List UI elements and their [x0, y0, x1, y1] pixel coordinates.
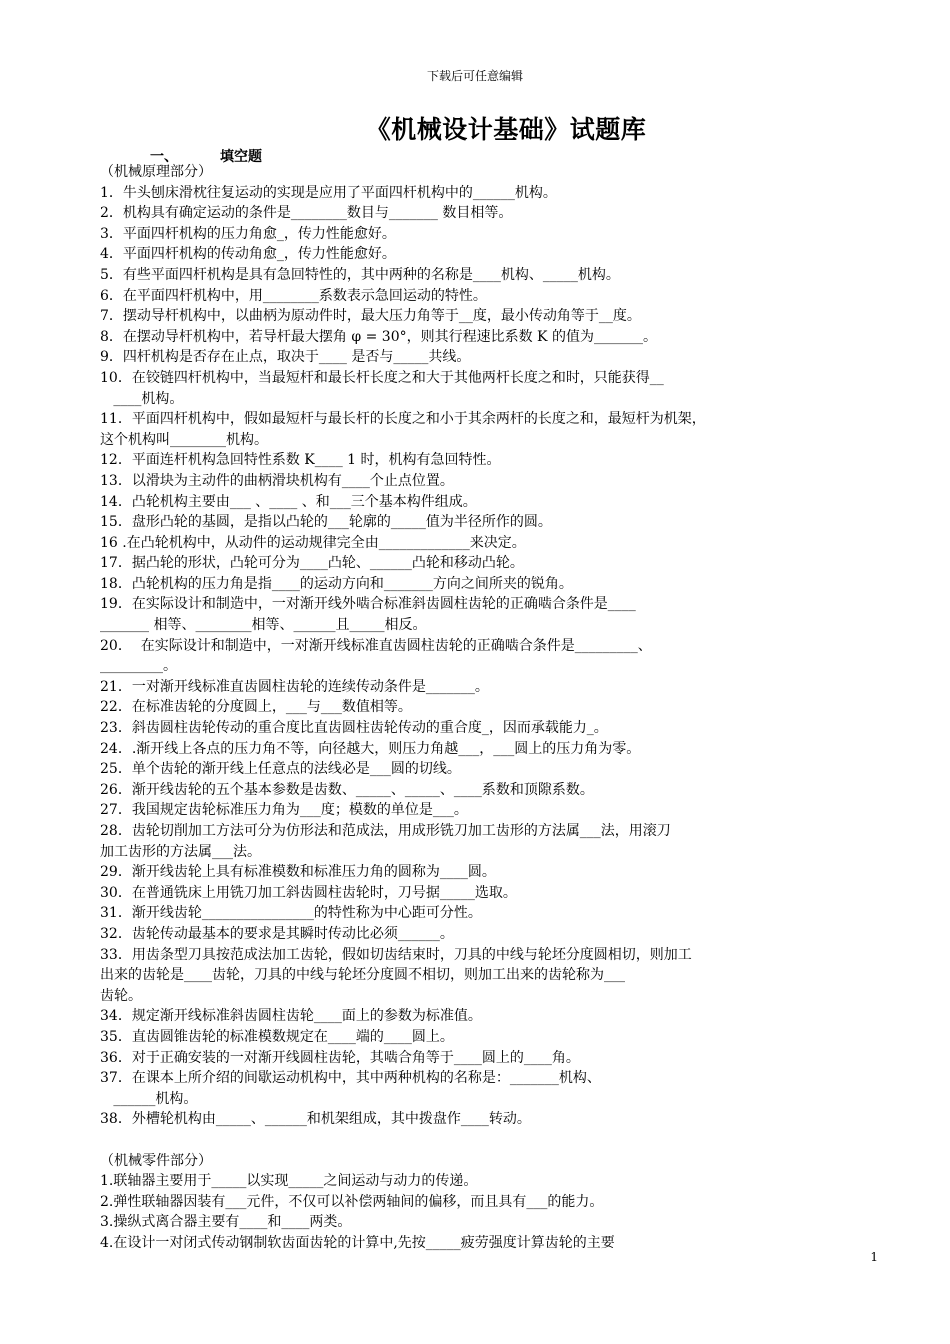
question-line: 33．用齿条型刀具按范成法加工齿轮，假如切齿结束时，刀具的中线与轮坯分度圆相切，则加工 [100, 946, 692, 963]
question-line: 2.弹性联轴器因装有___元件，不仅可以补偿两轴间的偏移，而且具有___的能力。 [100, 1193, 604, 1210]
question-line: 30．在普通铣床上用铣刀加工斜齿圆柱齿轮时，刀号据_____选取。 [100, 884, 517, 901]
question-line: 21．一对渐开线标准直齿圆柱齿轮的连续传动条件是_______。 [100, 678, 489, 695]
question-line: _________。 [100, 658, 177, 675]
page-header: 下载后可任意编辑 [426, 69, 523, 83]
question-line: ____机构。 [100, 390, 184, 407]
question-line: 加工齿形的方法属___法。 [100, 843, 261, 860]
question-line: 10．在铰链四杆机构中，当最短杆和最长杆长度之和大于其他两杆长度之和时，只能获得__ [100, 369, 664, 386]
question-line: 24．.渐开线上各点的压力角不等，向径越大，则压力角越___，___圆上的压力角为零。 [100, 740, 641, 757]
question-line: 27．我国规定齿轮标准压力角为___度；模数的单位是___。 [100, 802, 468, 819]
section-label: 填空题 [220, 149, 262, 165]
question-line: 出来的齿轮是____齿轮，刀具的中线与轮坯分度圆不相切，则加工出来的齿轮称为___ [100, 967, 625, 984]
question-line: ______机构。 [100, 1090, 198, 1107]
question-line: 齿轮。 [100, 987, 142, 1004]
question-line: 34．规定渐开线标准斜齿圆柱齿轮____面上的参数为标准值。 [100, 1008, 482, 1025]
question-line: 16 .在凸轮机构中，从动件的运动规律完全由_____________来决定。 [100, 534, 526, 551]
question-line: 19．在实际设计和制造中，一对渐开线外啮合标准斜齿圆柱齿轮的正确啮合条件是____ [100, 596, 636, 613]
question-line: 7．摆动导杆机构中，以曲柄为原动件时，最大压力角等于__度，最小传动角等于__度。 [100, 308, 641, 325]
question-list [100, 162, 840, 1253]
question-line: 37．在课本上所介绍的间歇运动机构中，其中两种机构的名称是：_______机构、 [100, 1070, 601, 1087]
question-line: 8．在摆动导杆机构中，若导杆最大摆角 φ = 30°，则其行程速比系数 K 的值为_______。 [100, 328, 657, 345]
question-line: 3.操纵式离合器主要有____和____两类。 [100, 1214, 352, 1231]
question-line: 3．平面四杆机构的压力角愈_，传力性能愈好。 [100, 225, 396, 242]
question-line: 13．以滑块为主动件的曲柄滑块机构有____个止点位置。 [100, 472, 454, 489]
question-line: 36．对于正确安装的一对渐开线圆柱齿轮，其啮合角等于____圆上的____角。 [100, 1049, 580, 1066]
question-line: 28．齿轮切削加工方法可分为仿形法和范成法，用成形铣刀加工齿形的方法属___法，用滚刀 [100, 823, 671, 839]
question-line: 这个机构叫________机构。 [100, 431, 268, 448]
document-title: 《机械设计基础》试题库 [365, 115, 647, 144]
question-line: （机械原理部分） [100, 164, 212, 180]
question-line: 9．四杆机构是否存在止点，取决于____ 是否与_____共线。 [100, 349, 471, 366]
question-line: 5．有些平面四杆机构是具有急回特性的，其中两种的名称是____机构、_____机构。 [100, 266, 620, 283]
question-line: 1．牛头刨床滑枕往复运动的实现是应用了平面四杆机构中的______机构。 [100, 184, 557, 201]
question-line: 11．平面四杆机构中，假如最短杆与最长杆的长度之和小于其余两杆的长度之和，最短杆为机架， [100, 411, 706, 428]
question-line [100, 1130, 840, 1151]
section-number: 一、 [150, 149, 178, 165]
page-number: 1 [870, 1250, 878, 1264]
question-line: 6．在平面四杆机构中，用________系数表示急回运动的特性。 [100, 287, 487, 304]
question-line: 15．盘形凸轮的基圆，是指以凸轮的___轮廓的_____值为半径所作的圆。 [100, 514, 552, 531]
question-line: 26．渐开线齿轮的五个基本参数是齿数、_____、_____、____系数和顶隙系数。 [100, 781, 594, 798]
question-line: 20． 在实际设计和制造中，一对渐开线标准直齿圆柱齿轮的正确啮合条件是_________、 [100, 637, 652, 654]
question-line: 2．机构具有确定运动的条件是________数目与_______ 数目相等。 [100, 205, 513, 222]
question-line: 22．在标准齿轮的分度圆上，___与___数值相等。 [100, 699, 412, 716]
question-line: 1.联轴器主要用于_____以实现_____之间运动与动力的传递。 [100, 1173, 478, 1190]
question-line: 23．斜齿圆柱齿轮传动的重合度比直齿圆柱齿轮传动的重合度_，因而承载能力_。 [100, 720, 608, 737]
question-line: _______ 相等、________相等、______且_____相反。 [100, 617, 427, 634]
question-line: （机械零件部分） [100, 1152, 212, 1169]
question-line: 25．单个齿轮的渐开线上任意点的法线必是___圆的切线。 [100, 761, 461, 778]
question-line: 35．直齿圆锥齿轮的标准模数规定在____端的____圆上。 [100, 1028, 454, 1045]
question-line: 12．平面连杆机构急回特性系数 K____ 1 时，机构有急回特性。 [100, 452, 501, 469]
question-line: 31．渐开线齿轮________________的特性称为中心距可分性。 [100, 905, 482, 922]
question-line: 38．外槽轮机构由_____、______和机架组成，其中拨盘作____转动。 [100, 1111, 531, 1128]
question-line: 14．凸轮机构主要由___ 、____ 、和___三个基本构件组成。 [100, 493, 477, 510]
question-line: 29．渐开线齿轮上具有标准模数和标准压力角的圆称为____圆。 [100, 864, 496, 881]
question-line: 4．平面四杆机构的传动角愈_，传力性能愈好。 [100, 246, 396, 263]
question-line: 4.在设计一对闭式传动钢制软齿面齿轮的计算中,先按_____疲劳强度计算齿轮的主要 [100, 1234, 615, 1251]
question-line: 32．齿轮传动最基本的要求是其瞬时传动比必须______。 [100, 925, 454, 942]
question-line: 17．据凸轮的形状，凸轮可分为____凸轮、______凸轮和移动凸轮。 [100, 555, 524, 572]
question-line: 18．凸轮机构的压力角是指____的运动方向和_______方向之间所夹的锐角。 [100, 575, 573, 592]
